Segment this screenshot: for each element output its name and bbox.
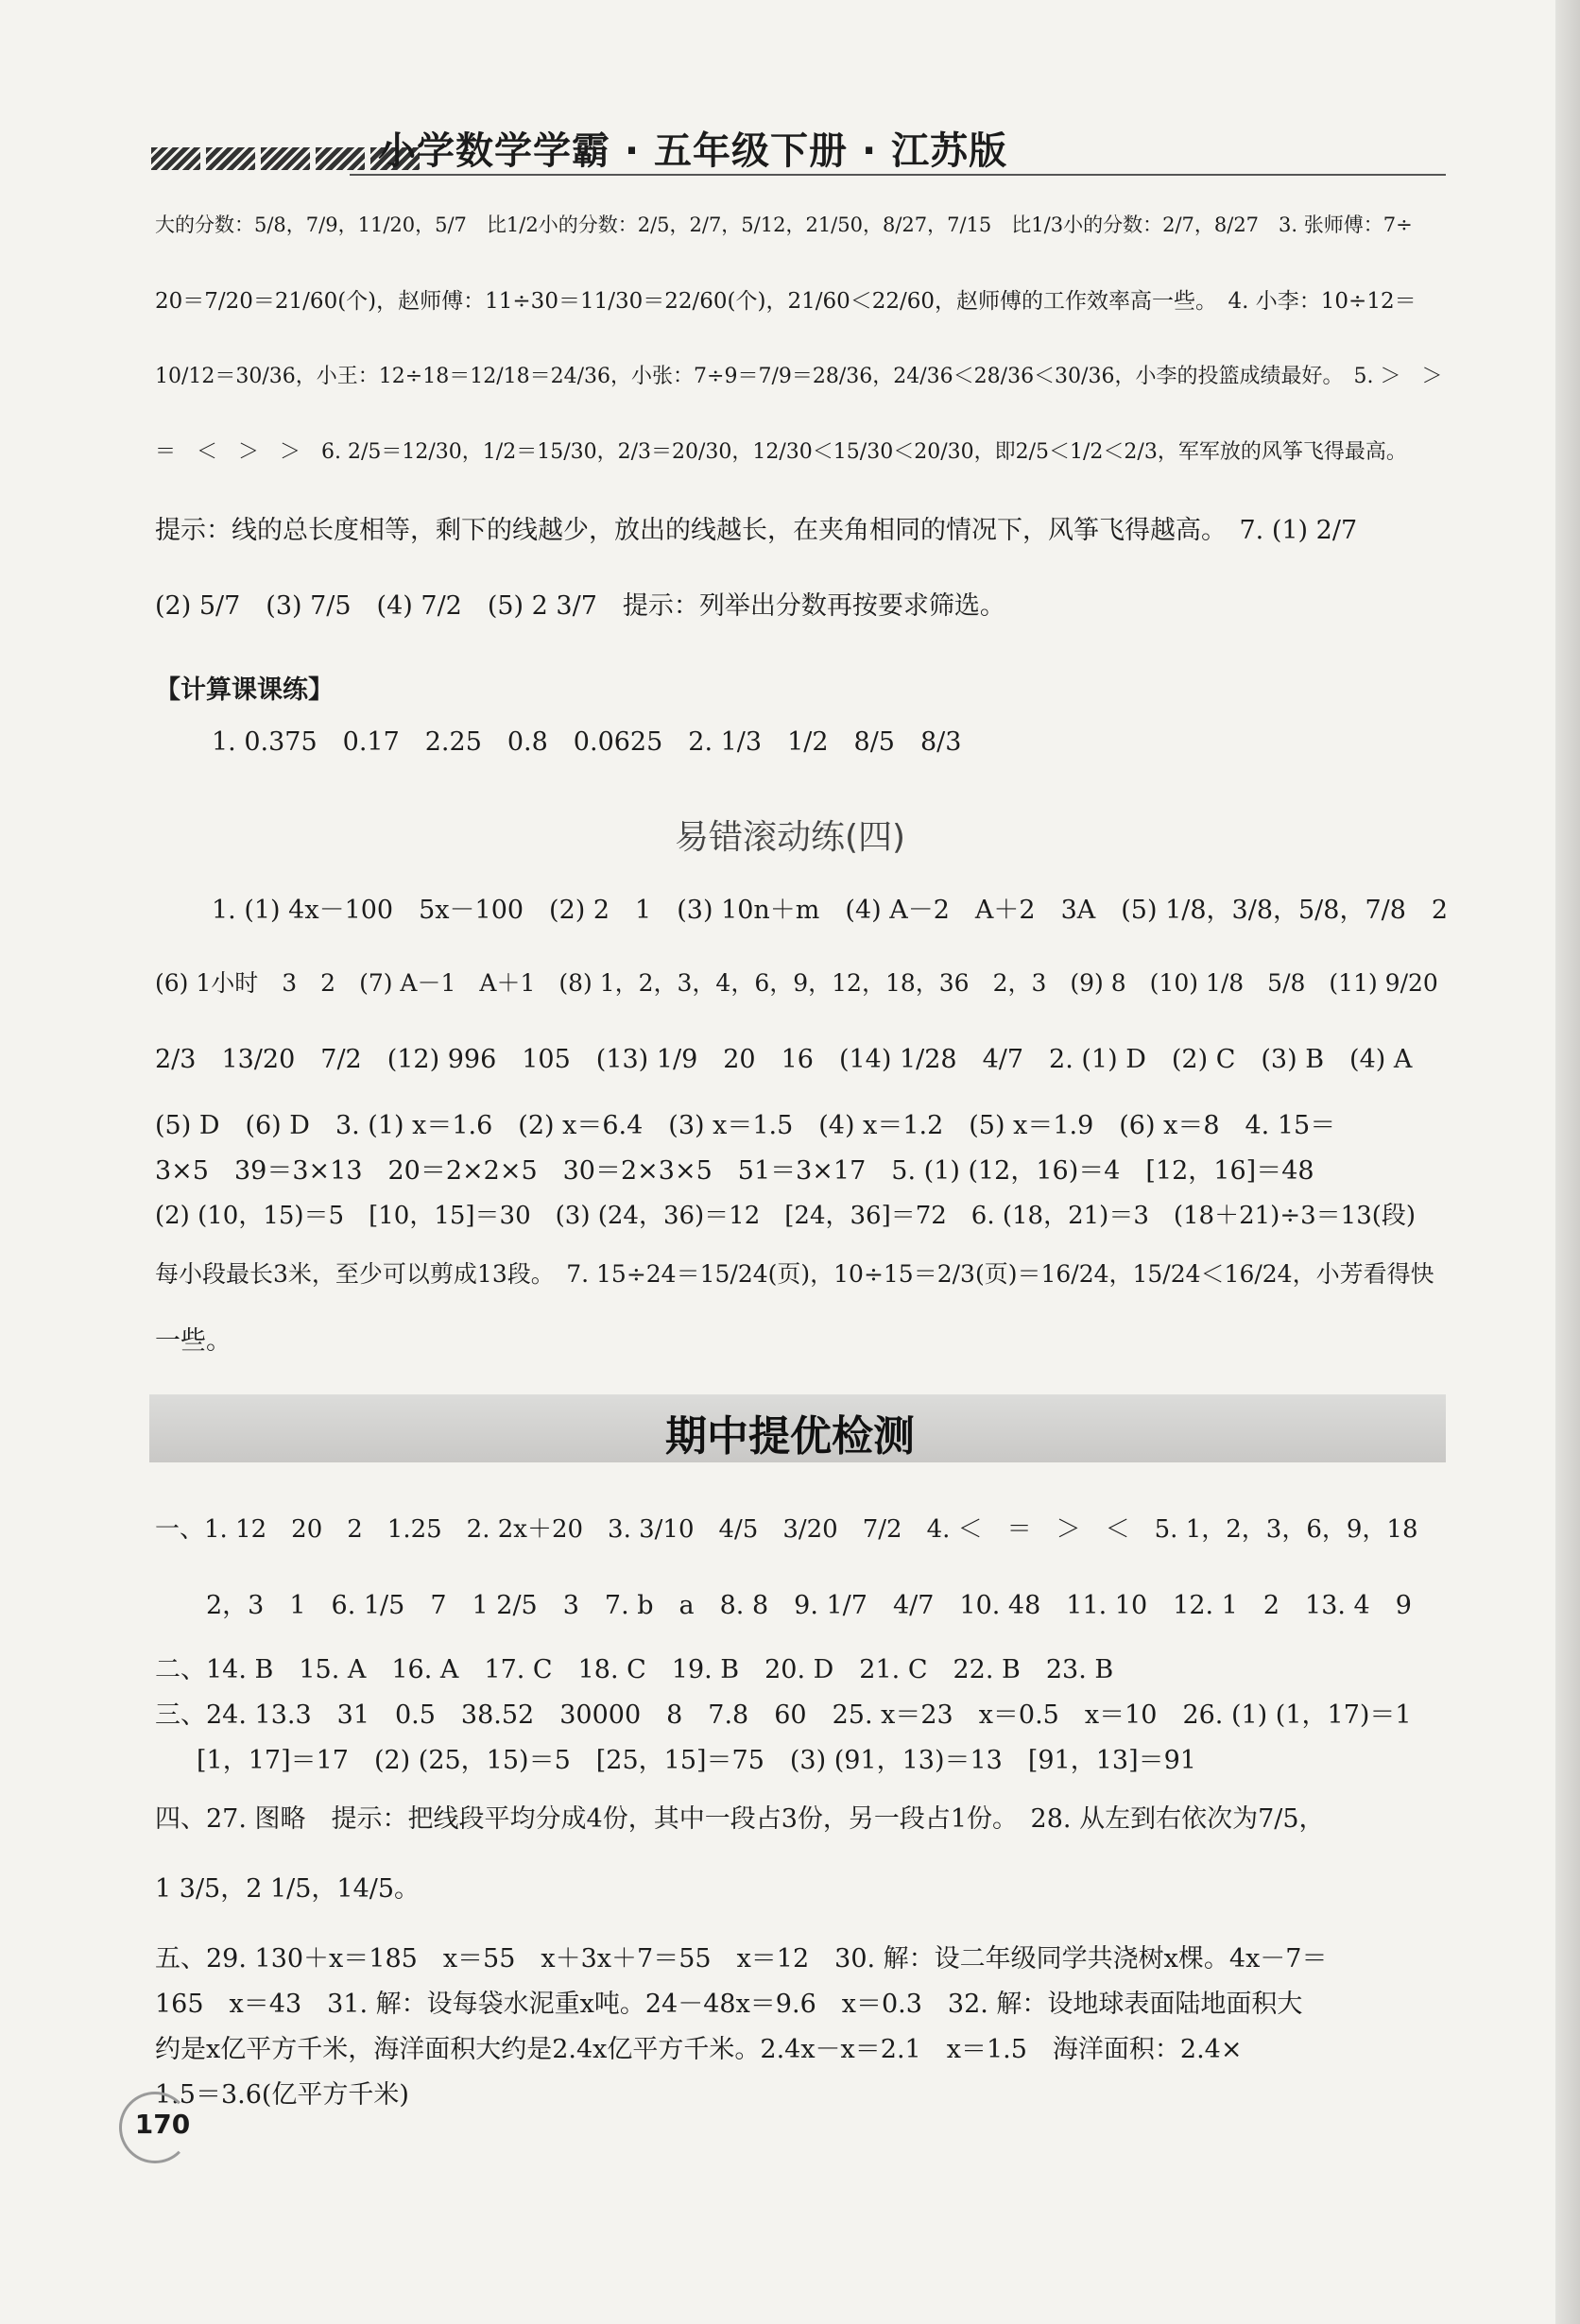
page-header-title: 小学数学学霸 · 五年级下册 · 江苏版 [378, 129, 1008, 173]
midterm-line-10: 约是x亿平方千米，海洋面积大约是2.4x亿平方千米。2.4x－x＝2.1 x＝1.5 海洋面积：2.4× [155, 2035, 1243, 2064]
mistake-line-1: 1. (1) 4x－100 5x－100 (2) 2 1 (3) 10n＋m (4) A－2 A＋2 3A (5) 1/8，3/8，5/8，7/8 2 [212, 896, 1449, 925]
page-spine-shadow [1555, 0, 1580, 2324]
answer-line-5: 提示：线的总长度相等，剩下的线越少，放出的线越长，在夹角相同的情况下，风筝飞得越高。 7. (1) 2/7 [155, 516, 1358, 545]
mistake-line-6: (2) (10，15)＝5 [10，15]＝30 (3) (24，36)＝12 [24，36]＝72 6. (18，21)＝3 (18＋21)÷3＝13(段) [155, 1202, 1417, 1230]
calc-answer-line: 1. 0.375 0.17 2.25 0.8 0.0625 2. 1/3 1/2 8/5 8/3 [212, 727, 962, 757]
midterm-line-11: 1.5＝3.6(亿平方千米) [155, 2080, 409, 2110]
page-number-badge [106, 2088, 200, 2163]
midterm-line-8: 五、29. 130＋x＝185 x＝55 x＋3x＋7＝55 x＝12 30. 解：设二年级同学共浇树x棵。4x－7＝ [155, 1944, 1328, 1974]
answer-line-4: ＝ ＜ ＞ ＞ 6. 2/5＝12/30，1/2＝15/30，2/3＝20/30，12/30＜15/30＜20/30，即2/5＜1/2＜2/3，军军放的风筝飞得最高。 [155, 440, 1407, 464]
midterm-line-5: [1，17]＝17 (2) (25，15)＝5 [25，15]＝75 (3) (91，13)＝13 [91，13]＝91 [197, 1746, 1196, 1775]
midterm-line-1: 一、1. 12 20 2 1.25 2. 2x＋20 3. 3/10 4/5 3/20 7/2 4. ＜ ＝ ＞ ＜ 5. 1，2，3，6，9，18 [155, 1515, 1418, 1544]
mistake-line-8: 一些。 [155, 1326, 232, 1356]
midterm-line-2: 2，3 1 6. 1/5 7 1 2/5 3 7. b a 8. 8 9. 1/7 4/7 10. 48 11. 10 12. 1 2 13. 4 9 [206, 1591, 1412, 1620]
midterm-line-6: 四、27. 图略 提示：把线段平均分成4份，其中一段占3份，另一段占1份。 28. 从左到右依次为7/5， [155, 1804, 1325, 1834]
midterm-line-7: 1 3/5，2 1/5，14/5。 [155, 1874, 421, 1904]
midterm-line-3: 二、14. B 15. A 16. A 17. C 18. C 19. B 20. D 21. C 22. B 23. B [155, 1655, 1114, 1684]
midterm-title: 期中提优检测 [665, 1412, 915, 1461]
answer-line-6: (2) 5/7 (3) 7/5 (4) 7/2 (5) 2 3/7 提示：列举出分数再按要求筛选。 [155, 591, 1005, 621]
calc-section-title: 【计算课课练】 [155, 675, 334, 705]
mistake-line-5: 3×5 39＝3×13 20＝2×2×5 30＝2×3×5 51＝3×17 5. (1) (12，16)＝4 [12，16]＝48 [155, 1156, 1314, 1186]
answer-line-2: 20＝7/20＝21/60(个)，赵师傅：11÷30＝11/30＝22/60(个)，21/60＜22/60，赵师傅的工作效率高一些。 4. 小李：10÷12＝ [155, 289, 1417, 314]
mistake-line-2: (6) 1小时 3 2 (7) A－1 A＋1 (8) 1，2，3，4，6，9，12，18，36 2，3 (9) 8 (10) 1/8 5/8 (11) 9/20 [155, 969, 1438, 997]
mistake-section-title: 易错滚动练(四) [674, 818, 906, 857]
mistake-line-3: 2/3 13/20 7/2 (12) 996 105 (13) 1/9 20 16 (14) 1/28 4/7 2. (1) D (2) C (3) B (4) A [155, 1045, 1413, 1074]
answer-line-1: 大的分数：5/8，7/9，11/20，5/7 比1/2小的分数：2/5，2/7，5/12，21/50，8/27，7/15 比1/3小的分数：2/7，8/27 3. 张师傅：7÷ [155, 214, 1413, 236]
answer-line-3: 10/12＝30/36，小王：12÷18＝12/18＝24/36，小张：7÷9＝7/9＝28/36，24/36＜28/36＜30/36，小李的投篮成绩最好。 5. ＞ ＞ [155, 365, 1443, 388]
mistake-line-7: 每小段最长3米，至少可以剪成13段。 7. 15÷24＝15/24(页)，10÷15＝2/3(页)＝16/24，15/24＜16/24，小芳看得快 [155, 1260, 1434, 1288]
page-number: 170 [134, 2109, 191, 2140]
midterm-line-4: 三、24. 13.3 31 0.5 38.52 30000 8 7.8 60 25. x＝23 x＝0.5 x＝10 26. (1) (1，17)＝1 [155, 1700, 1412, 1730]
midterm-line-9: 165 x＝43 31. 解：设每袋水泥重x吨。24－48x＝9.6 x＝0.3 32. 解：设地球表面陆地面积大 [155, 1990, 1303, 2019]
mistake-line-4: (5) D (6) D 3. (1) x＝1.6 (2) x＝6.4 (3) x＝1.5 (4) x＝1.2 (5) x＝1.9 (6) x＝8 4. 15＝ [155, 1111, 1336, 1140]
header-rule [350, 174, 1446, 176]
